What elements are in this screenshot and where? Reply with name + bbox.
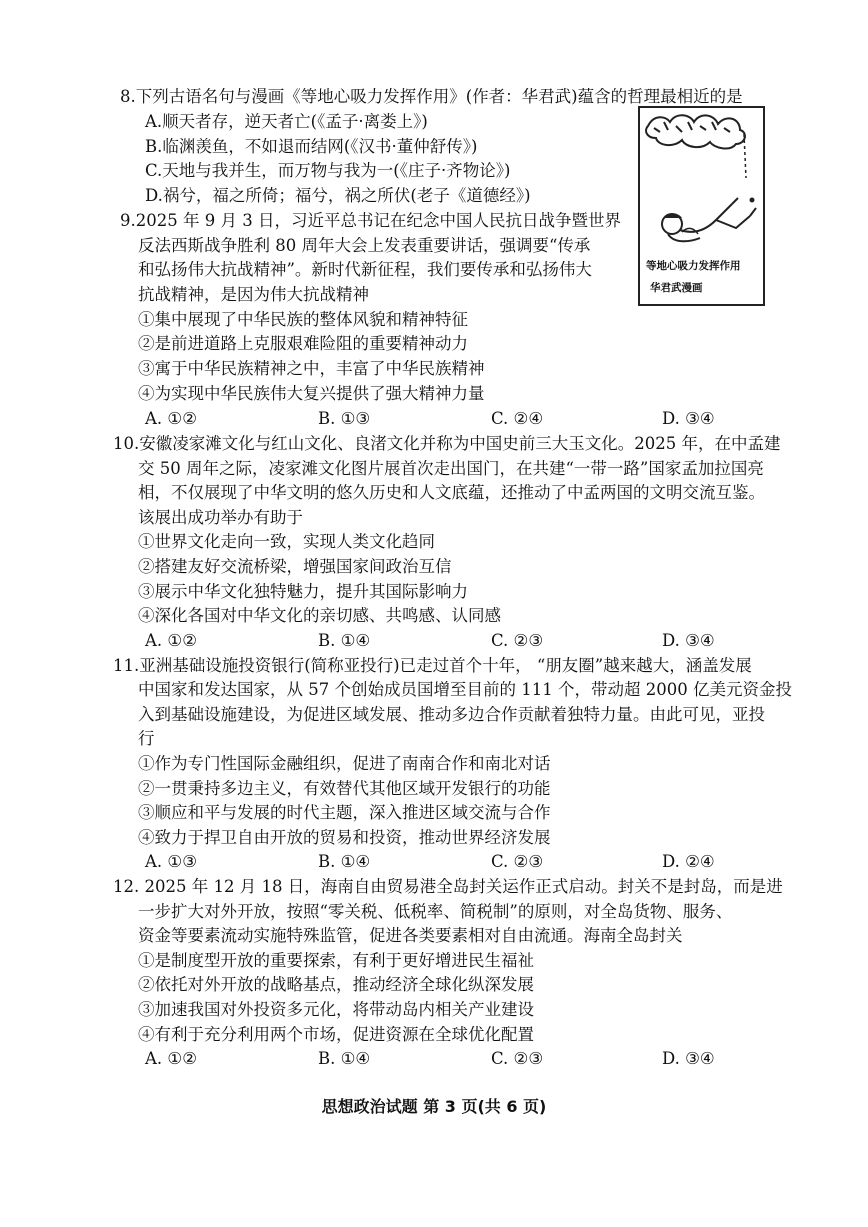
q12-item-4: ④有利于充分利用两个市场，促进资源在全球优化配置 bbox=[138, 1025, 534, 1044]
q9-stem-line: 抗战精神，是因为伟大抗战精神 bbox=[138, 285, 369, 304]
q12-stem-line: 一步扩大对外开放，按照“零关税、低税率、简税制”的原则，对全岛货物、服务、 bbox=[138, 902, 733, 921]
q11-item-2: ②一贯秉持多边主义，有效替代其他区域开发银行的功能 bbox=[138, 779, 551, 798]
q11-stem-line: 11.亚洲基础设施投资银行(简称亚投行)已走过首个十年， “朋友圈”越来越大，涵盖发展 bbox=[113, 656, 752, 675]
q8-stem: 8.下列古语名句与漫画《等地心吸力发挥作用》(作者：华君武)蕴含的哲理最相近的是 bbox=[120, 87, 743, 106]
q10-item-1: ①世界文化走向一致，实现人类文化趋同 bbox=[138, 532, 435, 551]
q9-stem-line: 反法西斯战争胜利 80 周年大会上发表重要讲话，强调要“传承 bbox=[138, 236, 591, 255]
q12-choice-d: D. ③④ bbox=[662, 1049, 715, 1068]
q11-choice-b: B. ①④ bbox=[318, 852, 371, 871]
q11-choice-d: D. ②④ bbox=[662, 852, 715, 871]
q10-choice-a: A. ①② bbox=[145, 631, 197, 650]
q11-choices bbox=[0, 851, 868, 873]
q10-stem-line: 该展出成功举办有助于 bbox=[138, 508, 303, 527]
q8-option-a: A.顺天者存，逆天者亡(《孟子·离娄上》) bbox=[145, 112, 428, 131]
q8-option-d: D.祸兮，福之所倚；福兮，祸之所伏(老子《道德经》) bbox=[145, 186, 531, 205]
comic-caption: 等地心吸力发挥作用 bbox=[646, 260, 741, 272]
q12-item-2: ②依托对外开放的战略基点，推动经济全球化纵深发展 bbox=[138, 975, 534, 994]
q11-choice-a: A. ①③ bbox=[145, 852, 197, 871]
q10-stem-line: 相，不仅展现了中华文明的悠久历史和人文底蕴，还推动了中孟两国的文明交流互鉴。 bbox=[138, 483, 765, 502]
q10-choice-d: D. ③④ bbox=[662, 631, 715, 650]
q11-item-3: ③顺应和平与发展的时代主题，深入推进区域交流与合作 bbox=[138, 803, 551, 822]
q12-choice-c: C. ②③ bbox=[491, 1049, 544, 1068]
q12-choice-a: A. ①② bbox=[145, 1049, 197, 1068]
comic-drawing bbox=[640, 108, 763, 304]
q9-choice-d: D. ③④ bbox=[662, 409, 715, 428]
q9-item-3: ③寓于中华民族精神之中，丰富了中华民族精神 bbox=[138, 359, 485, 378]
q11-choice-c: C. ②③ bbox=[491, 852, 544, 871]
comic-signature: 华君武漫画 bbox=[650, 282, 703, 294]
q8-option-c: C.天地与我并生，而万物与我为一(《庄子·齐物论》) bbox=[145, 161, 511, 180]
q9-item-2: ②是前进道路上克服艰难险阻的重要精神动力 bbox=[138, 334, 468, 353]
q12-stem-line: 资金等要素流动实施特殊监管，促进各类要素相对自由流通。海南全岛封关 bbox=[138, 926, 683, 945]
q8-option-b: B.临渊羡鱼，不如退而结网(《汉书·董仲舒传》) bbox=[145, 137, 478, 156]
q9-stem-line: 9.2025 年 9 月 3 日，习近平总书记在纪念中国人民抗日战争暨世界 bbox=[120, 211, 621, 230]
q9-choice-a: A. ①② bbox=[145, 409, 197, 428]
q10-stem-line: 10.安徽凌家滩文化与红山文化、良渚文化并称为中国史前三大玉文化。2025 年，在中孟建 bbox=[113, 434, 781, 453]
q11-stem-line: 入到基础设施建设，为促进区域发展、推动多边合作贡献着独特力量。由此可见，亚投 bbox=[138, 705, 765, 724]
q9-item-1: ①集中展现了中华民族的整体风貌和精神特征 bbox=[138, 310, 468, 329]
q12-item-1: ①是制度型开放的重要探索，有利于更好增进民生福祉 bbox=[138, 951, 534, 970]
q9-choice-b: B. ①③ bbox=[318, 409, 371, 428]
q11-item-1: ①作为专门性国际金融组织，促进了南南合作和南北对话 bbox=[138, 754, 551, 773]
q12-item-3: ③加速我国对外投资多元化，将带动岛内相关产业建设 bbox=[138, 1000, 534, 1019]
q12-choice-b: B. ①④ bbox=[318, 1049, 371, 1068]
comic-illustration bbox=[638, 106, 765, 306]
q10-item-2: ②搭建友好交流桥梁，增强国家间政治互信 bbox=[138, 557, 452, 576]
q10-item-3: ③展示中华文化独特魅力，提升其国际影响力 bbox=[138, 582, 468, 601]
q11-stem-line: 行 bbox=[138, 729, 155, 748]
q9-stem-line: 和弘扬伟大抗战精神”。新时代新征程，我们要传承和弘扬伟大 bbox=[138, 260, 592, 279]
q10-choice-c: C. ②③ bbox=[491, 631, 544, 650]
q10-item-4: ④深化各国对中华文化的亲切感、共鸣感、认同感 bbox=[138, 606, 501, 625]
q11-stem-line: 中国家和发达国家，从 57 个创始成员国增至目前的 111 个，带动超 2000 亿美元资金投 bbox=[138, 680, 792, 699]
q9-choices bbox=[0, 408, 868, 430]
q12-choices bbox=[0, 1048, 868, 1070]
q10-choices bbox=[0, 630, 868, 652]
q11-item-4: ④致力于捍卫自由开放的贸易和投资，推动世界经济发展 bbox=[138, 828, 551, 847]
q10-choice-b: B. ①④ bbox=[318, 631, 371, 650]
q9-choice-c: C. ②④ bbox=[491, 409, 544, 428]
page-footer: 思想政治试题 第 3 页(共 6 页) bbox=[321, 1097, 547, 1116]
q10-stem-line: 交 50 周年之际，凌家滩文化图片展首次走出国门，在共建“一带一路”国家孟加拉国亮 bbox=[138, 459, 764, 478]
q12-stem-line: 12. 2025 年 12 月 18 日，海南自由贸易港全岛封关运作正式启动。封关不是封岛，而是进 bbox=[113, 877, 783, 896]
q9-item-4: ④为实现中华民族伟大复兴提供了强大精神力量 bbox=[138, 384, 485, 403]
